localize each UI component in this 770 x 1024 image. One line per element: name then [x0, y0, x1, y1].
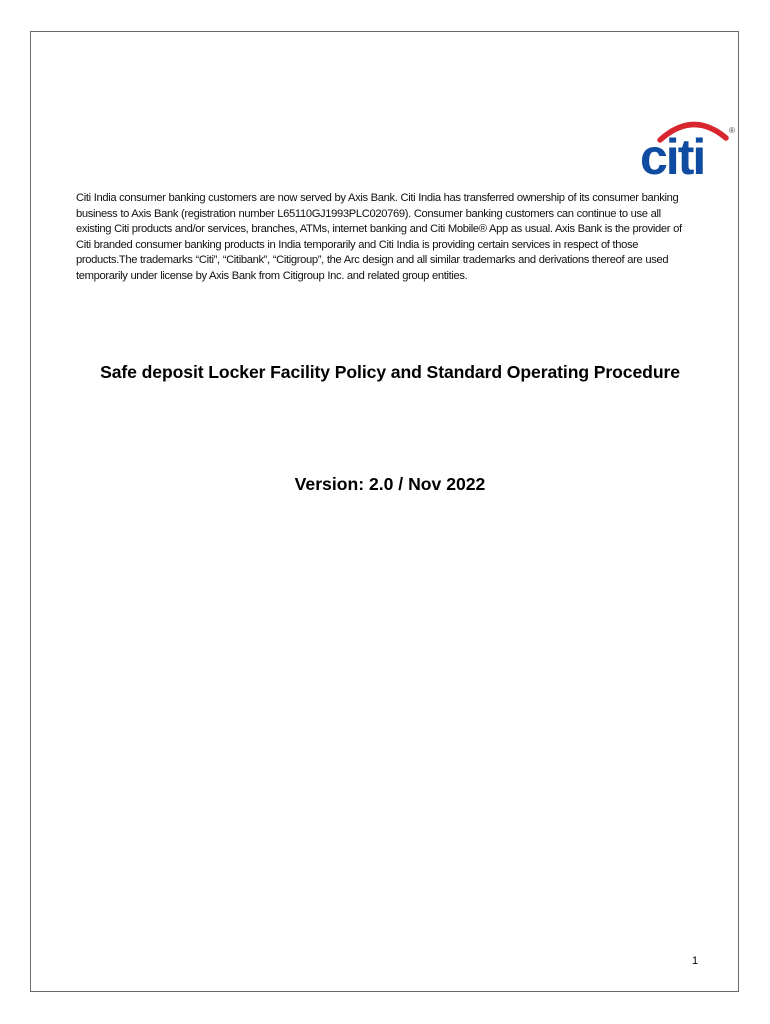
document-title: Safe deposit Locker Facility Policy and Standard Operating Procedure — [100, 362, 680, 382]
page-frame — [30, 31, 739, 992]
citi-logo — [638, 116, 738, 180]
transfer-notice: Citi India consumer banking customers are now served by Axis Bank. Citi India has transferred ownership of its consumer banking business to Axis Bank (registration number L65110GJ1993PLC020769). Consumer banking customers can continue to use all existing Citi products and/or services, branches, ATMs, internet banking and Citi Mobile® App as usual. Axis Bank is the provider of Citi branded consumer banking products in India temporarily and Citi India is providing certain services in respect of those products.The trademarks “Citi”, “Citibank”, “Citigroup”, the Arc design and all similar trademarks and derivations thereof are used temporarily under license by Axis Bank from Citigroup Inc. and related group entities. — [76, 192, 682, 282]
citi-wordmark: citi — [640, 129, 705, 180]
document-version: Version: 2.0 / Nov 2022 — [294, 474, 486, 494]
registered-mark: ® — [729, 126, 735, 135]
page-number: 1 — [692, 955, 699, 967]
